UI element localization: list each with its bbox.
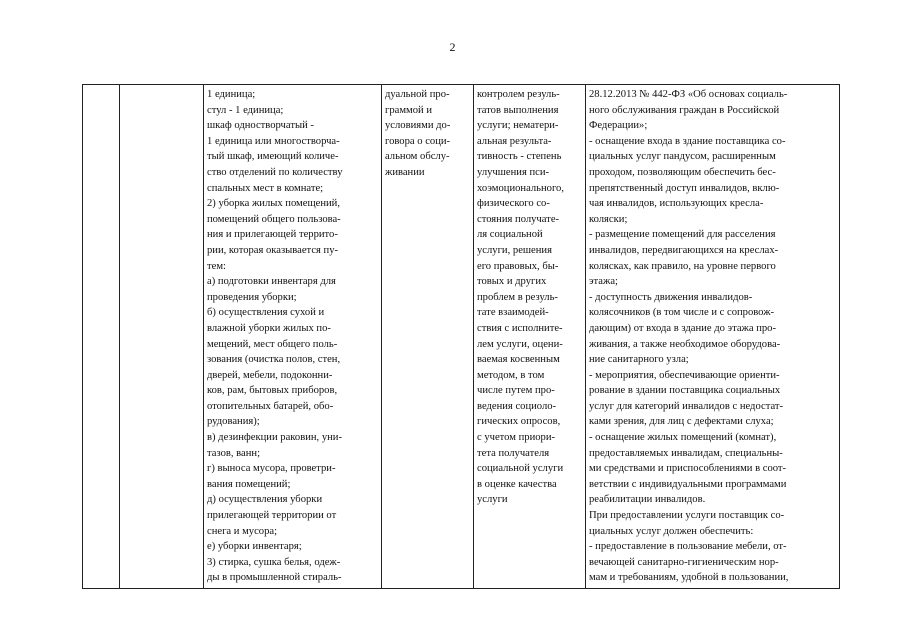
cell-text-line: ваемая косвенным	[477, 354, 560, 366]
cell-text-line: ствия с исполните-	[477, 322, 563, 334]
cell-text-line: а) подготовки инвентаря для	[207, 276, 336, 288]
cell-text-line: тивность - степень	[477, 151, 562, 163]
cell-text-line: отопительных батарей, обо-	[207, 400, 334, 412]
cell-text-line: ство отделений по количеству	[207, 166, 343, 178]
cell-text-line: ля социальной	[477, 229, 543, 241]
cell-text-line: б) осуществления сухой и	[207, 307, 325, 319]
cell-text-line: татов выполнения	[477, 104, 559, 116]
cell-text-line: тем:	[207, 260, 226, 272]
cell-evaluation-indicators	[474, 85, 586, 589]
cell-text-line: ветствии с индивидуальными программами	[589, 478, 787, 490]
cell-text-line: тый шкаф, имеющий количе-	[207, 151, 339, 163]
cell-service-terms	[382, 85, 474, 589]
cell-text-line: вечающей санитарно-гигиеническим нор-	[589, 556, 779, 568]
cell-text-line: ного обслуживания граждан в Российской	[589, 104, 780, 116]
cell-text-line: рии, которая оказывается пу-	[207, 244, 339, 256]
cell-text-line: альная результа-	[477, 135, 552, 147]
cell-text-line: прилегающей территории от	[207, 510, 337, 522]
cell-text-line: проблем в резуль-	[477, 291, 558, 303]
cell-text-line: 1 единица;	[207, 89, 256, 100]
cell-text-line: стояния получате-	[477, 213, 560, 225]
cell-text-line: проведения уборки;	[207, 291, 297, 303]
cell-text-line: При предоставлении услуги поставщик со-	[589, 510, 785, 522]
services-table	[82, 84, 840, 589]
cell-text-line: услуг для категорий инвалидов с недостат-	[589, 400, 784, 412]
cell-text-line: ков, рам, бытовых приборов,	[207, 385, 338, 397]
cell-text-line: мещений, мест общего поль-	[207, 338, 338, 350]
cell-text-line: 1 единица или многостворча-	[207, 135, 340, 147]
cell-text-line: д) осуществления уборки	[207, 494, 323, 506]
cell-text-line: социальной услуги	[477, 463, 564, 475]
cell-text-line: живании	[385, 166, 425, 178]
cell-text-line: тате взаимодей-	[477, 307, 549, 319]
cell-text-line: стул - 1 единица;	[207, 104, 284, 116]
cell-text-line: ние санитарного узла;	[589, 354, 689, 366]
cell-conditions	[586, 85, 840, 589]
cell-text-line: мам и требованиям, удобной в пользовании,	[589, 572, 789, 584]
cell-text-line: циальных услуг пандусом, расширенным	[589, 151, 776, 163]
cell-text-line: в оценке качества	[477, 478, 557, 490]
cell-text-line: реабилитации инвалидов.	[589, 494, 706, 506]
cell-text-line: хоэмоционального,	[477, 182, 564, 194]
cell-text-line: этажа;	[589, 276, 618, 288]
cell-text-line: - предоставление в пользование мебели, от-	[589, 541, 787, 553]
cell-text-line: живания, а также необходимое оборудова-	[589, 338, 781, 350]
cell-text-line: рудования);	[207, 416, 260, 428]
cell-text-line: циальных услуг должен обеспечить:	[589, 525, 754, 537]
cell-text-line: зования (очистка полов, стен,	[207, 354, 341, 366]
cell-text-line: - мероприятия, обеспечивающие ориенти-	[589, 369, 780, 381]
cell-text-line: условиями до-	[385, 120, 451, 132]
cell-text-line: снега и мусора;	[207, 525, 278, 537]
cell-text-line: физического со-	[477, 198, 550, 210]
cell-service-description	[204, 85, 382, 589]
cell-text-line: Федерации»;	[589, 120, 648, 132]
cell-text-line: ками зрения, для лиц с дефектами слуха;	[589, 416, 774, 428]
cell-text-line: дающим) от входа в здание до этажа про-	[589, 322, 777, 334]
cell-text-line: - оснащение входа в здание поставщика со-	[589, 135, 786, 147]
cell-text-line: тета получателя	[477, 447, 550, 459]
cell-number	[83, 85, 120, 589]
cell-text-line: помещений общего пользова-	[207, 213, 341, 225]
cell-text-line: методом, в том	[477, 369, 545, 381]
cell-text-line: - размещение помещений для расселения	[589, 229, 776, 241]
cell-text-line: ведения социоло-	[477, 400, 557, 412]
cell-text-line: услуги; нематери-	[477, 120, 559, 132]
cell-text-line: предоставляемых инвалидам, специальны-	[589, 447, 783, 459]
cell-text-line: дуальной про-	[385, 89, 450, 100]
cell-text-line: ния и прилегающей террито-	[207, 229, 338, 241]
cell-text-line: услуги	[477, 494, 508, 506]
cell-text-line: инвалидов, передвигающихся на креслах-	[589, 244, 779, 256]
cell-text-line: в) дезинфекции раковин, уни-	[207, 432, 342, 444]
cell-text-line: тазов, ванн;	[207, 447, 261, 459]
cell-text-line: говора о соци-	[385, 135, 451, 147]
cell-text-line: чая инвалидов, использующих кресла-	[589, 198, 764, 210]
cell-text-line: числе путем про-	[477, 385, 555, 397]
page-number: 2	[449, 40, 456, 54]
cell-text-line: рование в здании поставщика социальных	[589, 385, 781, 397]
cell-text-line: спальных мест в комнате;	[207, 182, 324, 194]
cell-text-line: услуги, решения	[477, 244, 552, 256]
cell-text-line: влажной уборки жилых по-	[207, 322, 331, 334]
cell-text-line: ды в промышленной стираль-	[207, 572, 342, 584]
cell-text-line: препятственный доступ инвалидов, вклю-	[589, 182, 780, 194]
cell-text-line: е) уборки инвентаря;	[207, 541, 302, 553]
cell-text-line: ми средствами и приспособлениями в соот-	[589, 463, 787, 475]
cell-text-line: его правовых, бы-	[477, 260, 559, 272]
cell-text-line: проходом, позволяющим обеспечить бес-	[589, 166, 776, 178]
cell-text-line: вания помещений;	[207, 478, 291, 490]
cell-service-name	[120, 85, 204, 589]
cell-text-line: 3) стирка, сушка белья, одеж-	[207, 556, 341, 568]
cell-text-line: альном обслу-	[385, 151, 450, 163]
cell-text-line: улучшения пси-	[477, 166, 550, 178]
cell-text-line: граммой и	[385, 104, 433, 116]
cell-text-line: 2) уборка жилых помещений,	[207, 198, 340, 210]
cell-text-line: колясочников (в том числе и с сопровож-	[589, 307, 775, 319]
cell-text-line: - оснащение жилых помещений (комнат),	[589, 432, 777, 444]
table-row	[83, 85, 840, 589]
cell-text-line: дверей, мебели, подоконни-	[207, 369, 333, 381]
cell-text-line: контролем резуль-	[477, 89, 560, 100]
cell-text-line: шкаф одностворчатый -	[207, 120, 314, 132]
cell-text-line: гических опросов,	[477, 416, 561, 428]
cell-text-line: 28.12.2013 № 442-ФЗ «Об основах социаль-	[589, 89, 788, 100]
cell-text-line: товых и других	[477, 276, 547, 288]
cell-text-line: г) выноса мусора, проветри-	[207, 463, 336, 475]
cell-text-line: колясках, как правило, на уровне первого	[589, 260, 776, 272]
cell-text-line: - доступность движения инвалидов-	[589, 291, 753, 303]
cell-text-line: коляски;	[589, 213, 628, 225]
cell-text-line: лем услуги, оцени-	[477, 338, 563, 350]
cell-text-line: с учетом приори-	[477, 432, 556, 444]
